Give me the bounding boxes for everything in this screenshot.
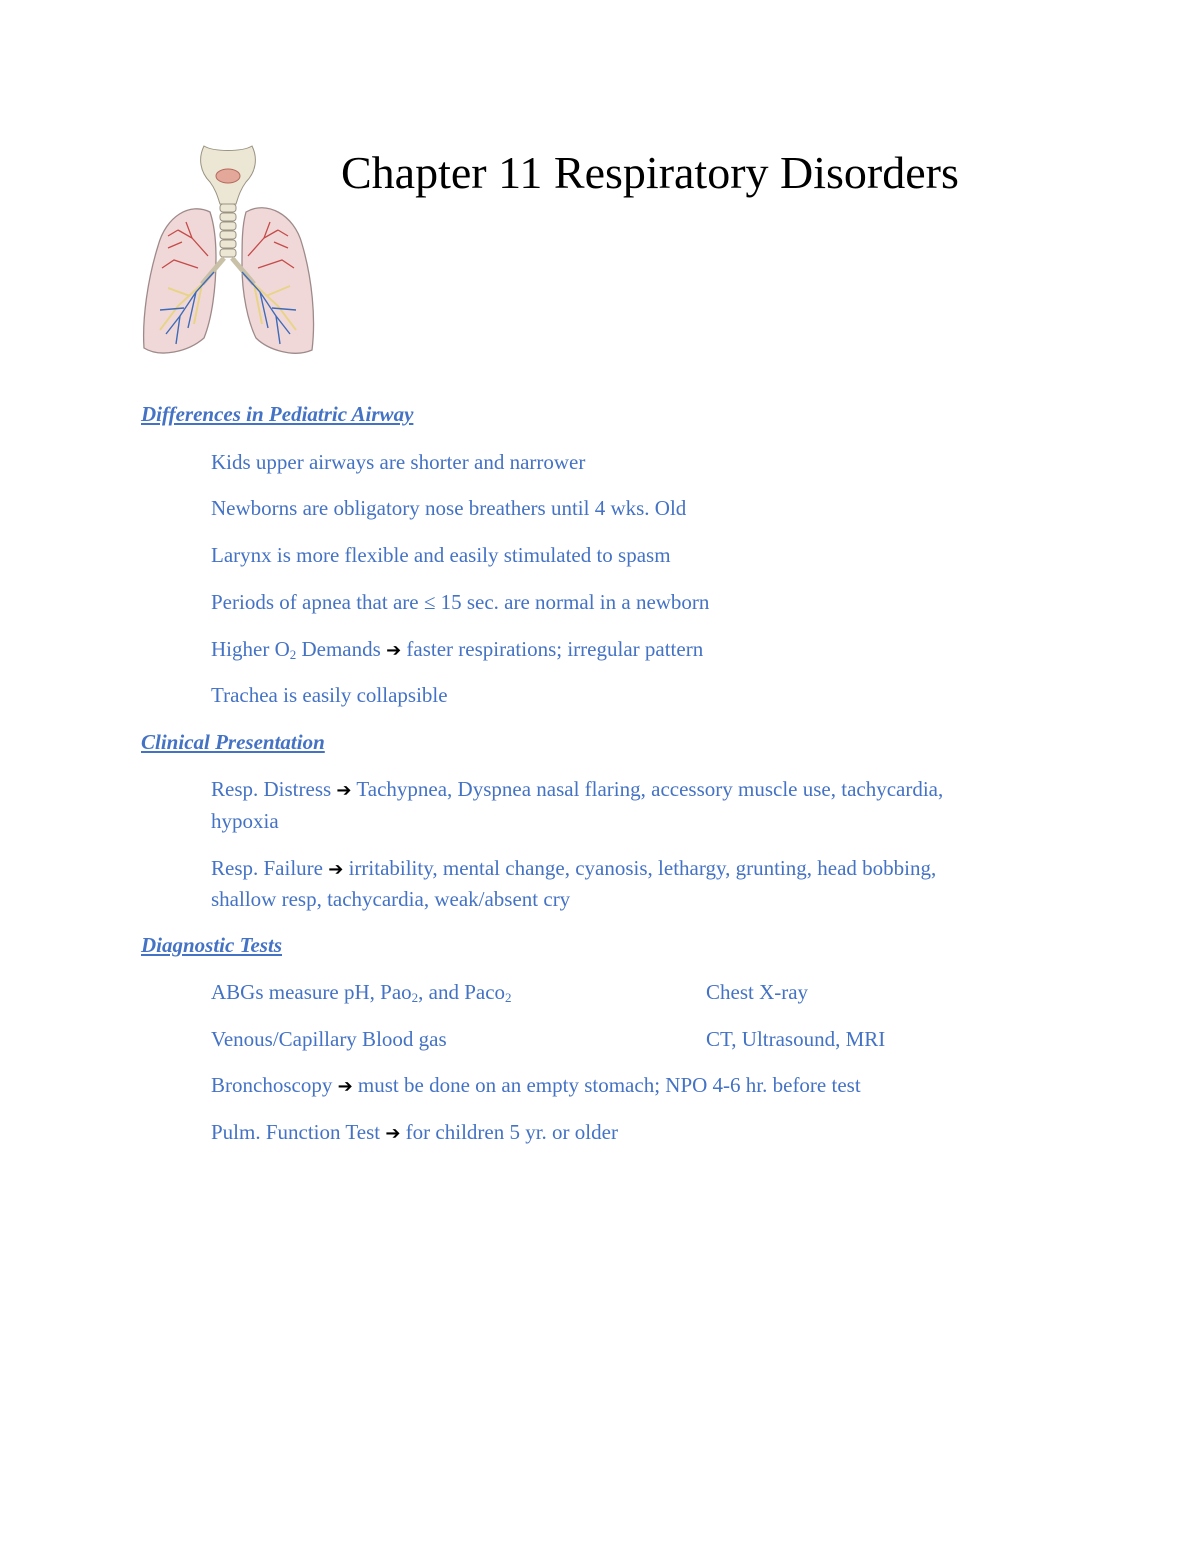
list-item: Pulm. Function Test ➔ for children 5 yr. or older	[211, 1120, 618, 1144]
lungs-anatomy-illustration	[138, 138, 318, 360]
arrow-right-icon: ➔	[385, 1123, 401, 1144]
list-item: Newborns are obligatory nose breathers until 4 wks. Old	[211, 496, 687, 520]
list-item: Larynx is more flexible and easily stimulated to spasm	[211, 543, 671, 567]
list-item: Kids upper airways are shorter and narrower	[211, 450, 586, 474]
list-item: Venous/Capillary Blood gas	[211, 1027, 447, 1051]
section-heading-diagnostic-tests: Diagnostic Tests	[141, 933, 282, 957]
section-heading-pediatric-airway: Differences in Pediatric Airway	[141, 402, 414, 426]
arrow-right-icon: ➔	[336, 780, 352, 801]
list-item: Bronchoscopy ➔ must be done on an empty stomach; NPO 4-6 hr. before test	[211, 1073, 861, 1097]
list-item: Resp. Distress ➔ Tachypnea, Dyspnea nasal flaring, accessory muscle use, tachycardia,	[211, 777, 944, 801]
arrow-right-icon: ➔	[386, 640, 402, 661]
list-item: Trachea is easily collapsible	[211, 683, 448, 707]
list-item: Higher $O_2$ Demands ➔ faster respirations; irregular pattern	[211, 637, 704, 662]
list-item-continuation: hypoxia	[211, 809, 279, 833]
section-heading-clinical-presentation: Clinical Presentation	[141, 730, 325, 754]
arrow-right-icon: ➔	[337, 1076, 353, 1097]
list-item: CT, Ultrasound, MRI	[706, 1027, 886, 1051]
list-item: Periods of apnea that are ≤ 15 sec. are normal in a newborn	[211, 590, 710, 614]
list-item: Resp. Failure ➔ irritability, mental change, cyanosis, lethargy, grunting, head bobbing,	[211, 856, 937, 880]
list-item: ABGs measure pH, Pao$_2$, and Paco$_2$	[211, 980, 512, 1005]
arrow-right-icon: ➔	[328, 859, 344, 880]
list-item: Chest X-ray	[706, 980, 809, 1004]
page-title: Chapter 11 Respiratory Disorders	[341, 147, 959, 198]
list-item-continuation: shallow resp, tachycardia, weak/absent cry	[211, 887, 571, 911]
